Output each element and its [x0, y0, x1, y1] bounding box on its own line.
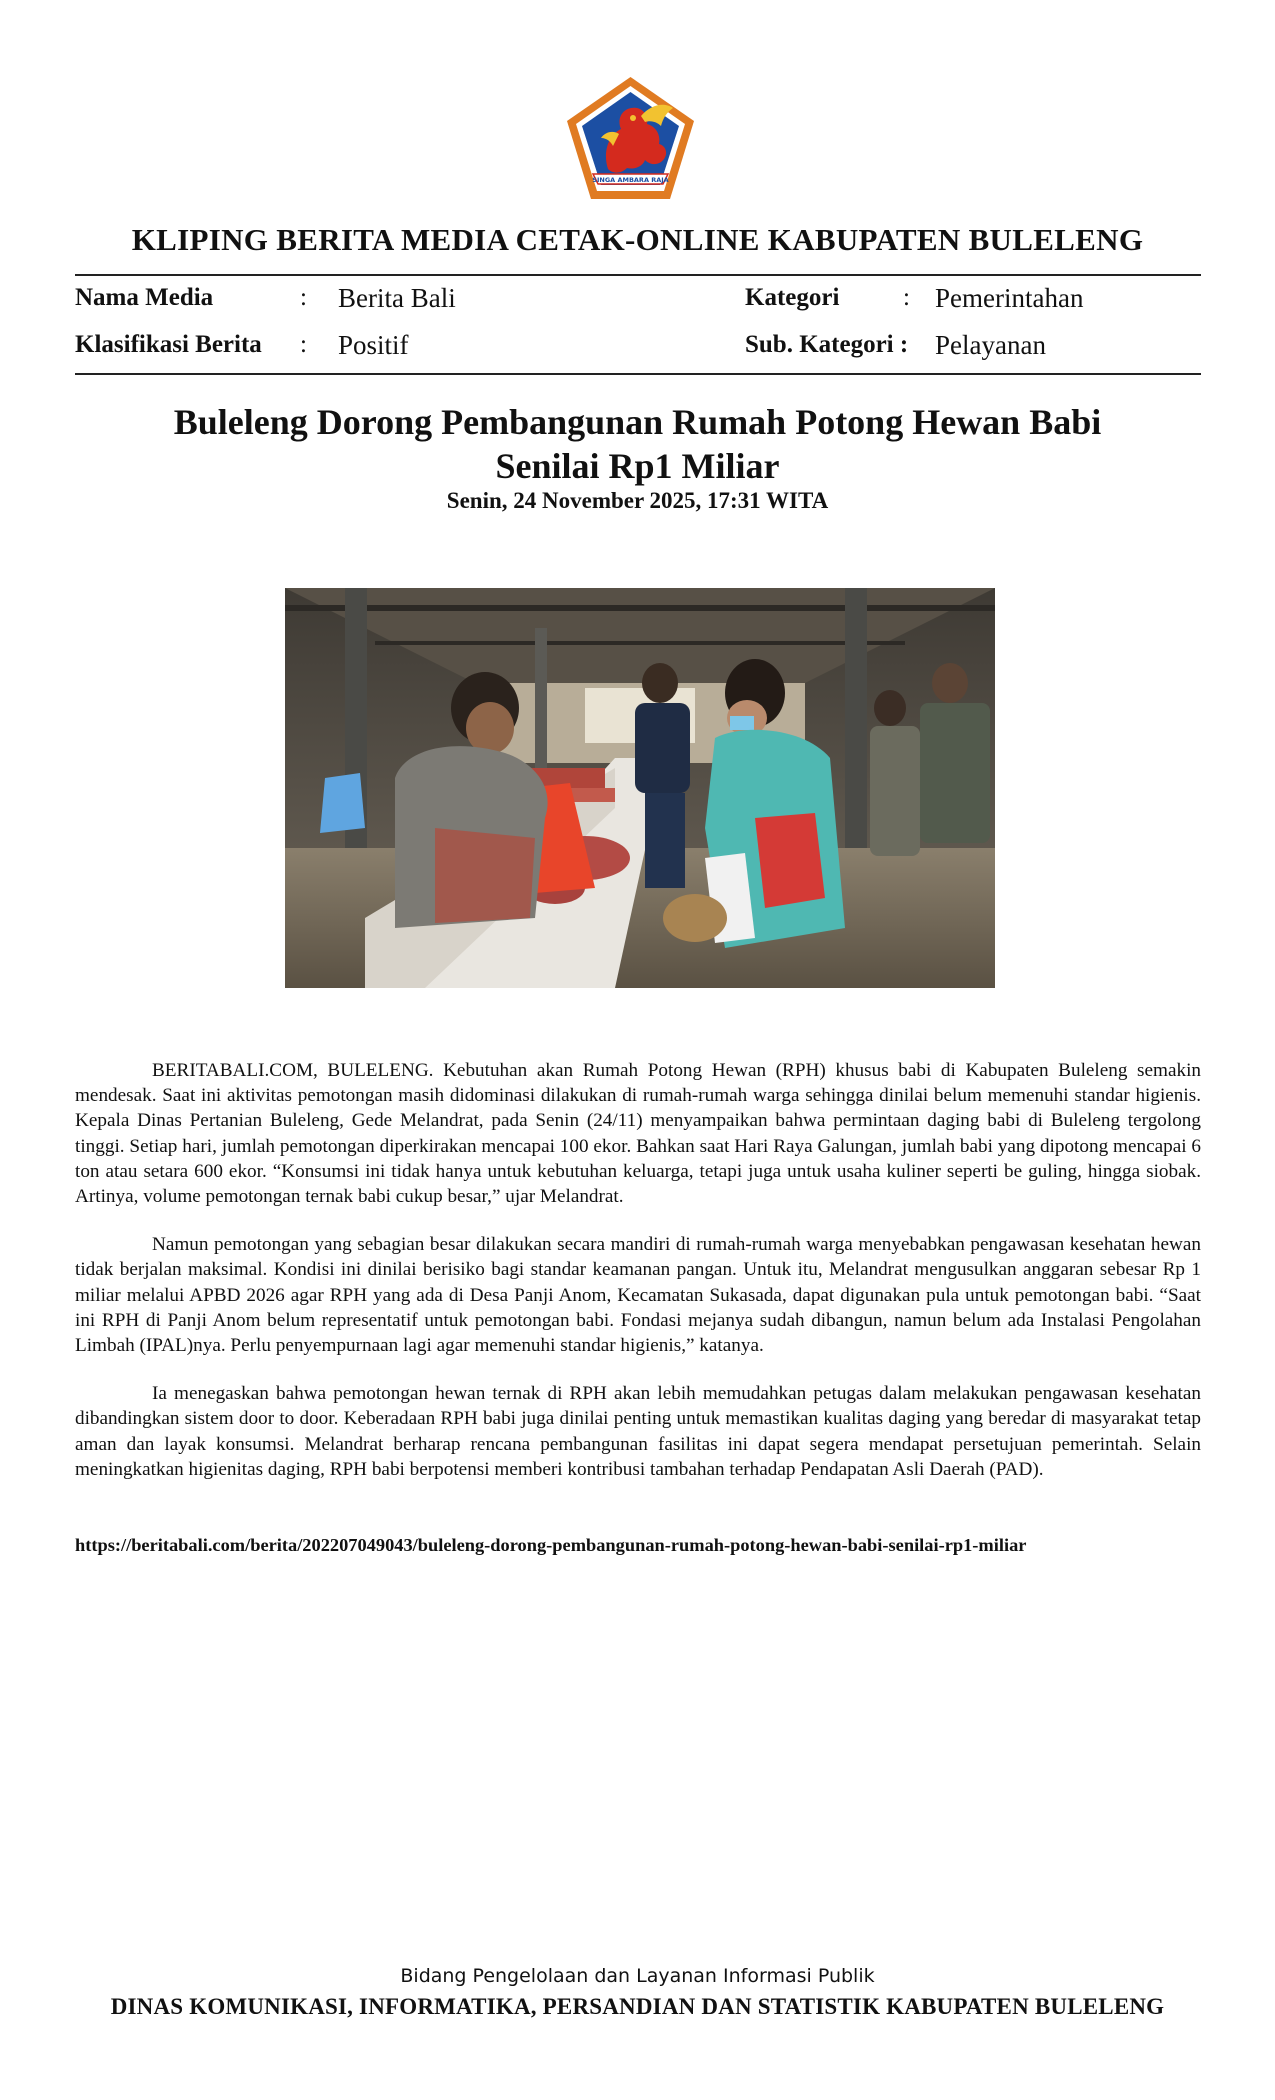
category-label: Kategori [745, 284, 840, 311]
buleleng-emblem-icon [563, 74, 698, 202]
source-link[interactable]: https://beritabali.com/berita/202207049043/buleleng-dorong-pembangunan-rumah-potong-hewan-babi-senilai-rp1-miliar [75, 1535, 1027, 1555]
category-colon: : [903, 284, 910, 311]
classification-value: Positif [338, 330, 409, 360]
article-dateline: Senin, 24 November 2025, 17:31 WITA [446, 488, 829, 513]
article-body [75, 1058, 1201, 1505]
headline-line-2: Senilai Rp1 Miliar [495, 446, 780, 486]
media-colon: : [300, 284, 307, 311]
footer-agency: DINAS KOMUNIKASI, INFORMATIKA, PERSANDIAN DAN STATISTIK KABUPATEN BULELENG [110, 1994, 1165, 2019]
clipping-title: KLIPING BERITA MEDIA CETAK-ONLINE KABUPATEN BULELENG [131, 222, 1144, 257]
category-value: Pemerintahan [935, 283, 1084, 313]
headline-line-1: Buleleng Dorong Pembangunan Rumah Potong Hewan Babi [173, 402, 1102, 442]
article-paragraph-2: Namun pemotongan yang sebagian besar dilakukan secara mandiri di rumah-rumah warga menyebabkan pengawasan kesehatan hewan tidak berjalan maksimal. Kondisi ini dinilai berisiko bagi standar keamanan pangan. Untuk itu, Melandrat mengusulkan anggaran sebesar Rp 1 miliar melalui APBD 2026 agar RPH yang ada di Desa Panji Anom, Kecamatan Sukasada, dapat digunakan pula untuk pemotongan babi. “Saat ini RPH di Panji Anom belum representatif untuk pemotongan babi. Fondasi mejanya sudah dibangun, namun belum ada Instalasi Pengolahan Limbah (IPAL)nya. Perlu penyempurnaan lagi agar memenuhi standar higienis,” katanya. [75, 1234, 1201, 1357]
media-value: Berita Bali [338, 283, 456, 313]
article-paragraph-1: BERITABALI.COM, BULELENG. Kebutuhan akan Rumah Potong Hewan (RPH) khusus babi di Kabupaten Buleleng semakin mendesak. Saat ini aktivitas pemotongan masih didominasi dilakukan di rumah-rumah warga sehingga dinilai belum memenuhi standar higienis. Kepala Dinas Pertanian Buleleng, Gede Melandrat, pada Senin (24/11) menyampaikan bahwa permintaan daging babi di Buleleng tergolong tinggi. Setiap hari, jumlah pemotongan diperkirakan mencapai 100 ekor. Bahkan saat Hari Raya Galungan, jumlah babi yang dipotong mencapai 6 ton atau setara 600 ekor. “Konsumsi ini tidak hanya untuk kebutuhan keluarga, tetapi juga untuk usaha kuliner seperti be guling, hingga siobak. Artinya, volume pemotongan ternak babi cukup besar,” ujar Melandrat. [75, 1060, 1201, 1208]
header-top-rule [75, 274, 1201, 276]
classification-colon: : [300, 331, 307, 358]
market-photo [285, 588, 995, 988]
article-headline [120, 400, 1155, 488]
subcategory-label: Sub. Kategori : [745, 331, 909, 358]
footer-division: Bidang Pengelolaan dan Layanan Informasi Publik [400, 1965, 875, 1987]
svg-text:SINGA AMBARA RAJA: SINGA AMBARA RAJA [592, 176, 669, 184]
classification-label: Klasifikasi Berita [75, 331, 262, 358]
article-paragraph-3: Ia menegaskan bahwa pemotongan hewan ternak di RPH akan lebih memudahkan petugas dalam melakukan pengawasan kesehatan dibandingkan sistem door to door. Keberadaan RPH babi juga dinilai penting untuk memastikan kualitas daging yang beredar di masyarakat tetap aman dan layak konsumsi. Melandrat berharap rencana pembangunan fasilitas ini dapat segera mendapat persetujuan pemerintah. Selain meningkatkan higienitas daging, RPH babi berpotensi memberi kontribusi tambahan terhadap Pendapatan Asli Daerah (PAD). [75, 1383, 1201, 1480]
header-bottom-rule [75, 373, 1201, 375]
subcategory-value: Pelayanan [935, 330, 1046, 360]
media-label: Nama Media [75, 284, 214, 311]
